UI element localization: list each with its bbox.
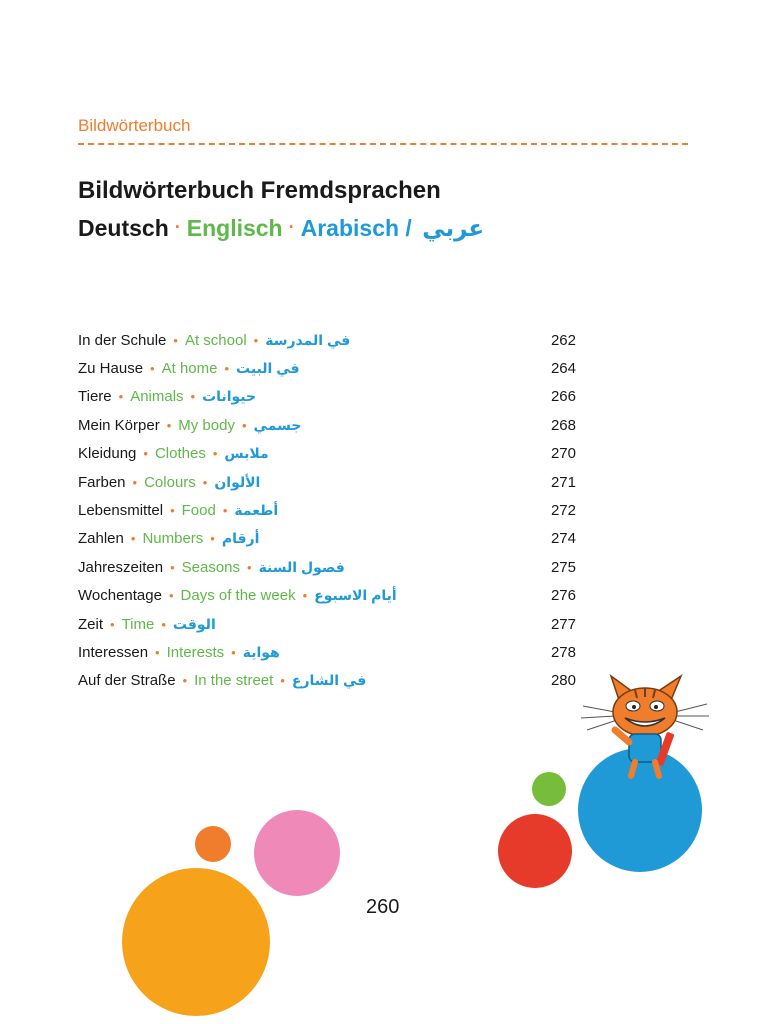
subtitle-separator: · [174, 217, 181, 237]
toc-arabic: في البيت [236, 360, 300, 377]
subtitle-separator: · [288, 217, 295, 237]
toc-page-number: 275 [550, 558, 576, 576]
toc-german: Zahlen [78, 530, 124, 548]
toc-english: Colours [144, 473, 196, 491]
toc-english: At school [184, 331, 247, 349]
toc-english: In the street [194, 672, 274, 690]
toc-german: Farben [78, 473, 126, 491]
toc-bullet: • [155, 644, 160, 660]
toc-german: Wochentage [78, 587, 162, 605]
toc-arabic: أيام الاسبوع [314, 587, 397, 604]
toc-entry[interactable] [78, 553, 578, 581]
toc-page-number: 277 [550, 615, 576, 633]
toc-bullet: • [170, 503, 175, 519]
toc-bullet: • [170, 559, 175, 575]
page-title: Bildwörterbuch Fremdsprachen [78, 177, 441, 204]
toc-german: Jahreszeiten [78, 558, 164, 576]
toc-bullet: • [190, 389, 196, 405]
toc-arabic: في المدرسة [265, 331, 351, 348]
decor-circle-orange [195, 826, 231, 862]
toc-german: Lebensmittel [78, 502, 164, 520]
toc-german: Zu Hause [78, 360, 144, 378]
toc-arabic: الوقت [172, 615, 216, 632]
toc-english: At home [161, 360, 218, 378]
toc-page-number: 264 [550, 360, 576, 378]
toc-arabic: حيوانات [202, 388, 257, 405]
toc-bullet: • [212, 446, 218, 462]
toc-bullet: • [143, 446, 148, 462]
toc-bullet: • [173, 332, 178, 348]
toc-page-number: 262 [550, 331, 576, 349]
toc-entry[interactable] [78, 326, 578, 354]
toc-german: Kleidung [78, 445, 137, 463]
toc-bullet: • [182, 673, 188, 689]
toc-entry[interactable] [78, 638, 578, 666]
toc-page-number: 272 [550, 502, 576, 520]
decor-circle-pink [254, 810, 340, 896]
subtitle-arabic-word: Arabisch / [300, 215, 412, 241]
toc-page-number: 278 [550, 643, 576, 661]
toc-german: Auf der Straße [78, 672, 176, 690]
toc-page-number: 266 [550, 388, 576, 406]
toc-arabic: الألوان [214, 473, 261, 490]
toc-arabic: ملابس [224, 445, 269, 462]
toc-entry[interactable] [78, 383, 578, 411]
toc-entry[interactable] [78, 667, 578, 695]
toc-bullet: • [302, 588, 308, 604]
toc-entry[interactable] [78, 525, 578, 553]
toc-bullet: • [253, 332, 259, 348]
page-subtitle [78, 215, 484, 242]
toc-entry[interactable] [78, 610, 578, 638]
decor-circle-yellow [122, 868, 270, 1016]
toc-english: Clothes [154, 445, 206, 463]
toc-arabic: أرقام [221, 530, 260, 547]
toc-bullet: • [110, 616, 115, 632]
toc-arabic: أطعمة [234, 502, 279, 519]
page-bottom-edge [0, 1016, 768, 1024]
toc-entry[interactable] [78, 468, 578, 496]
toc-bullet: • [130, 531, 136, 547]
subtitle-english: Englisch [186, 215, 283, 241]
toc-arabic: جسمي [253, 416, 302, 433]
toc-page-number: 268 [550, 416, 576, 434]
toc-arabic: في الشارع [291, 672, 367, 689]
table-of-contents [78, 326, 578, 695]
toc-english: Interests [166, 643, 225, 661]
section-header-label: Bildwörterbuch [78, 116, 191, 135]
toc-page-number: 270 [550, 445, 576, 463]
toc-english: Numbers [142, 530, 204, 548]
toc-arabic: هواية [242, 643, 280, 660]
toc-bullet: • [132, 474, 138, 490]
toc-page-number: 276 [550, 587, 576, 605]
decor-circle-green [532, 772, 566, 806]
toc-english: Food [181, 502, 216, 520]
toc-entry[interactable] [78, 440, 578, 468]
toc-bullet: • [222, 503, 228, 519]
toc-german: Tiere [78, 388, 112, 406]
toc-bullet: • [118, 389, 124, 405]
subtitle-german: Deutsch [78, 215, 169, 241]
toc-entry[interactable] [78, 496, 578, 524]
toc-page-number: 274 [550, 530, 576, 548]
toc-bullet: • [224, 361, 230, 377]
toc-bullet: • [247, 559, 252, 575]
subtitle-arabic-script: عربي [422, 215, 485, 241]
toc-entry[interactable] [78, 354, 578, 382]
toc-german: In der Schule [78, 331, 167, 349]
toc-bullet: • [168, 588, 174, 604]
toc-bullet: • [231, 644, 236, 660]
toc-bullet: • [280, 673, 285, 689]
toc-german: Interessen [78, 643, 149, 661]
toc-entry[interactable] [78, 411, 578, 439]
toc-page-number: 271 [550, 473, 576, 491]
toc-bullet: • [150, 361, 155, 377]
toc-entry[interactable] [78, 582, 578, 610]
toc-english: Animals [130, 388, 184, 406]
toc-bullet: • [202, 474, 208, 490]
toc-english: Seasons [181, 558, 240, 576]
toc-page-number: 280 [550, 672, 576, 690]
cat-mascot-icon [575, 672, 715, 784]
page-number: 260 [366, 896, 400, 918]
toc-bullet: • [166, 417, 172, 433]
decor-circle-red [498, 814, 572, 888]
toc-arabic: فصول السنة [258, 558, 345, 575]
toc-english: Time [121, 615, 155, 633]
toc-bullet: • [161, 616, 166, 632]
toc-bullet: • [241, 417, 247, 433]
toc-bullet: • [210, 531, 215, 547]
toc-german: Zeit [78, 615, 104, 633]
dashed-divider [78, 143, 688, 145]
toc-english: My body [178, 416, 235, 434]
toc-english: Days of the week [180, 587, 296, 605]
toc-german: Mein Körper [78, 416, 160, 434]
